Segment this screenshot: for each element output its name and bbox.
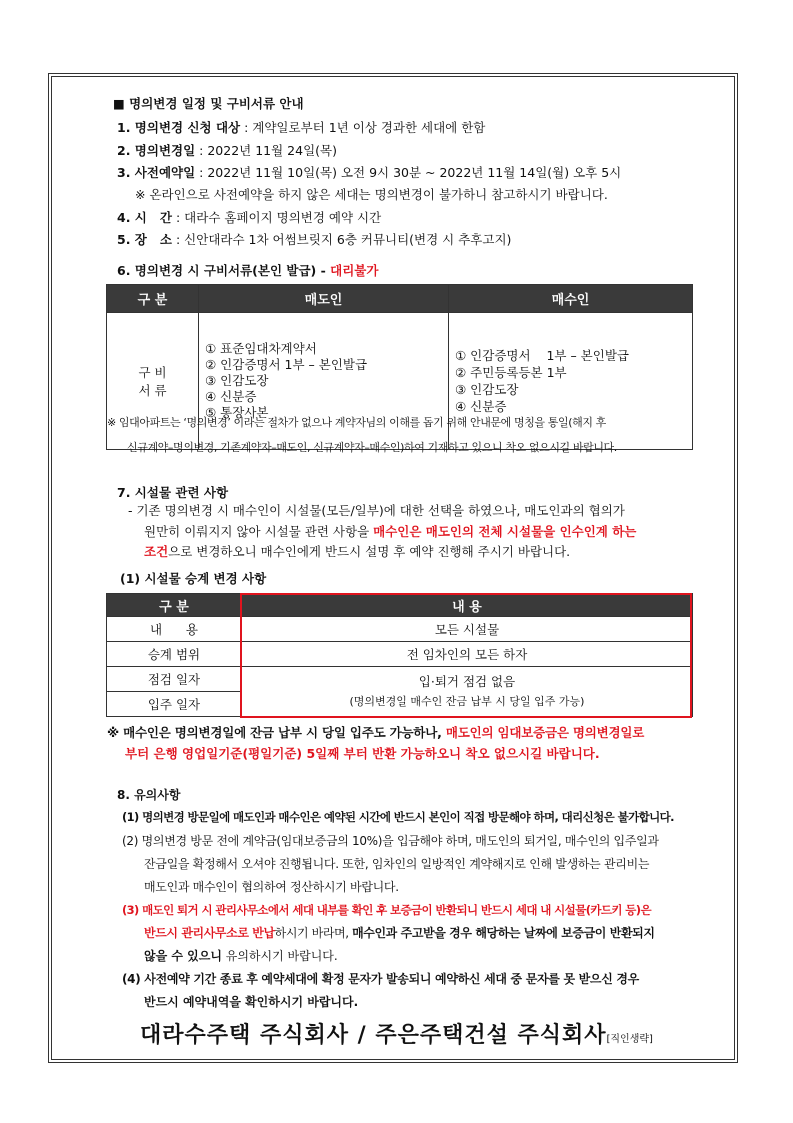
header-category: 구 분	[107, 285, 199, 313]
section-7-line-2: 원만히 이뤄지지 않아 시설물 관련 사항을 매수인은 매도인의 전체 시설물을 인수인계 하는	[144, 524, 637, 539]
table-row: 승계 범위 전 임차인의 모든 하자	[107, 642, 693, 667]
table-row: 점검 일자 입·퇴거 점검 없음 (명의변경일 매수인 잔금 납부 시 당일 입주 가능)	[107, 667, 693, 692]
deposit-note-1: ※ 매수인은 명의변경일에 잔금 납부 시 당일 입주도 가능하나, 매도인의 임대보증금은 명의변경일로	[107, 725, 645, 740]
caution-3-line-1: (3) 매도인 퇴거 시 관리사무소에서 세대 내부를 확인 후 보증금이 반환되니 반드시 세대 내 시설물(카드키 등)은	[122, 903, 651, 917]
caution-4-line-2: 반드시 예약내역을 확인하시기 바랍니다.	[144, 995, 359, 1009]
caution-2-line-3: 매도인과 매수인이 협의하여 정산하시기 바랍니다.	[144, 880, 399, 894]
item-2: 2. 명의변경일 : 2022년 11월 24일(목)	[117, 143, 337, 158]
header-seller: 매도인	[199, 285, 449, 313]
section-8-title: 8. 유의사항	[117, 788, 181, 802]
section-7-line-1: - 기존 명의변경 시 매수인이 시설물(모든/일부)에 대한 선택을 하였으나, 매도인과의 협의가	[128, 503, 625, 518]
seal-omitted-label: [직인생략]	[606, 1034, 653, 1045]
section-7-line-3: 조건으로 변경하오니 매수인에게 반드시 설명 후 예약 진행해 주시기 바랍니다.	[144, 544, 571, 559]
seller-documents: ① 표준임대차계약서 ② 인감증명서 1부 – 본인발급 ③ 인감도장 ④ 신분증 ⑤ 통장사본	[199, 313, 449, 450]
caution-2-line-2: 잔금일을 확정해서 오셔야 진행됩니다. 또한, 임차인의 일방적인 계약해지로 인해 발생하는 관리비는	[144, 857, 650, 871]
facility-subtitle: (1) 시설물 승계 변경 사항	[120, 571, 267, 586]
header-buyer: 매수인	[449, 285, 693, 313]
section-6-title: 6. 명의변경 시 구비서류(본인 발급) - 대리불가	[117, 263, 379, 278]
company-footer: 대라수주택 주식회사 / 주은주택건설 주식회사[직인생략]	[140, 1023, 653, 1048]
item-1: 1. 명의변경 신청 대상 : 계약일로부터 1년 이상 경과한 세대에 한함	[117, 120, 486, 135]
header-category: 구 분	[107, 594, 242, 617]
item-3-note: ※ 온라인으로 사전예약을 하지 않은 세대는 명의변경이 불가하니 참고하시기 바랍니다.	[135, 187, 608, 202]
buyer-documents: ① 인감증명서 1부 – 본인발급 ② 주민등록등본 1부 ③ 인감도장 ④ 신분증	[449, 313, 693, 450]
caution-2-line-1: (2) 명의변경 방문 전에 계약금(임대보증금의 10%)을 입금해야 하며, 매도인의 퇴거일, 매수인의 입주일과	[122, 834, 659, 848]
item-4: 4. 시 간 : 대라수 홈페이지 명의변경 예약 시간	[117, 210, 382, 225]
caution-3-line-2: 반드시 관리사무소로 반납하시기 바라며, 매수인과 주고받을 경우 해당하는 날짜에 보증금이 반환되지	[144, 926, 655, 940]
deposit-note-2: 부터 은행 영업일기준(평일기준) 5일째 부터 반환 가능하오니 착오 없으시길 바랍니다.	[125, 746, 600, 761]
caution-1: (1) 명의변경 방문일에 매도인과 매수인은 예약된 시간에 반드시 본인이 직접 방문해야 하며, 대리신청은 불가합니다.	[122, 810, 674, 824]
table-row: 내 용 모든 시설물	[107, 617, 693, 642]
note-terminology-2: 신규계약–명의변경, 기존계약자–매도인, 신규계약자–매수인)하여 기재하고 있으니 착오 없으시길 바랍니다.	[127, 441, 617, 454]
highlight-box	[240, 593, 692, 718]
caution-3-line-3: 않을 수 있으니 유의하시기 바랍니다.	[144, 949, 338, 963]
note-terminology-1: ※ 임대아파트는 ‘명의변경’ 이라는 절차가 없으나 계약자님의 이해를 돕기 위해 안내문에 명칭을 통일(해지 후	[107, 416, 606, 429]
header-content: 내 용	[242, 594, 693, 617]
item-5: 5. 장 소 : 신안대라수 1차 어썸브릿지 6층 커뮤니티(변경 시 추후고지)	[117, 232, 512, 247]
section-header: ■ 명의변경 일정 및 구비서류 안내	[113, 96, 304, 111]
table-row: 입주 일자	[107, 692, 693, 717]
section-7-title: 7. 시설물 관련 사항	[117, 485, 229, 500]
item-3: 3. 사전예약일 : 2022년 11월 10일(목) 오전 9시 30분 ~ 2022년 11월 14일(월) 오후 5시	[117, 165, 622, 180]
row-label: 구 비 서 류	[107, 313, 199, 450]
caution-4-line-1: (4) 사전예약 기간 종료 후 예약세대에 확정 문자가 발송되니 예약하신 세대 중 문자를 못 받으신 경우	[122, 972, 639, 986]
